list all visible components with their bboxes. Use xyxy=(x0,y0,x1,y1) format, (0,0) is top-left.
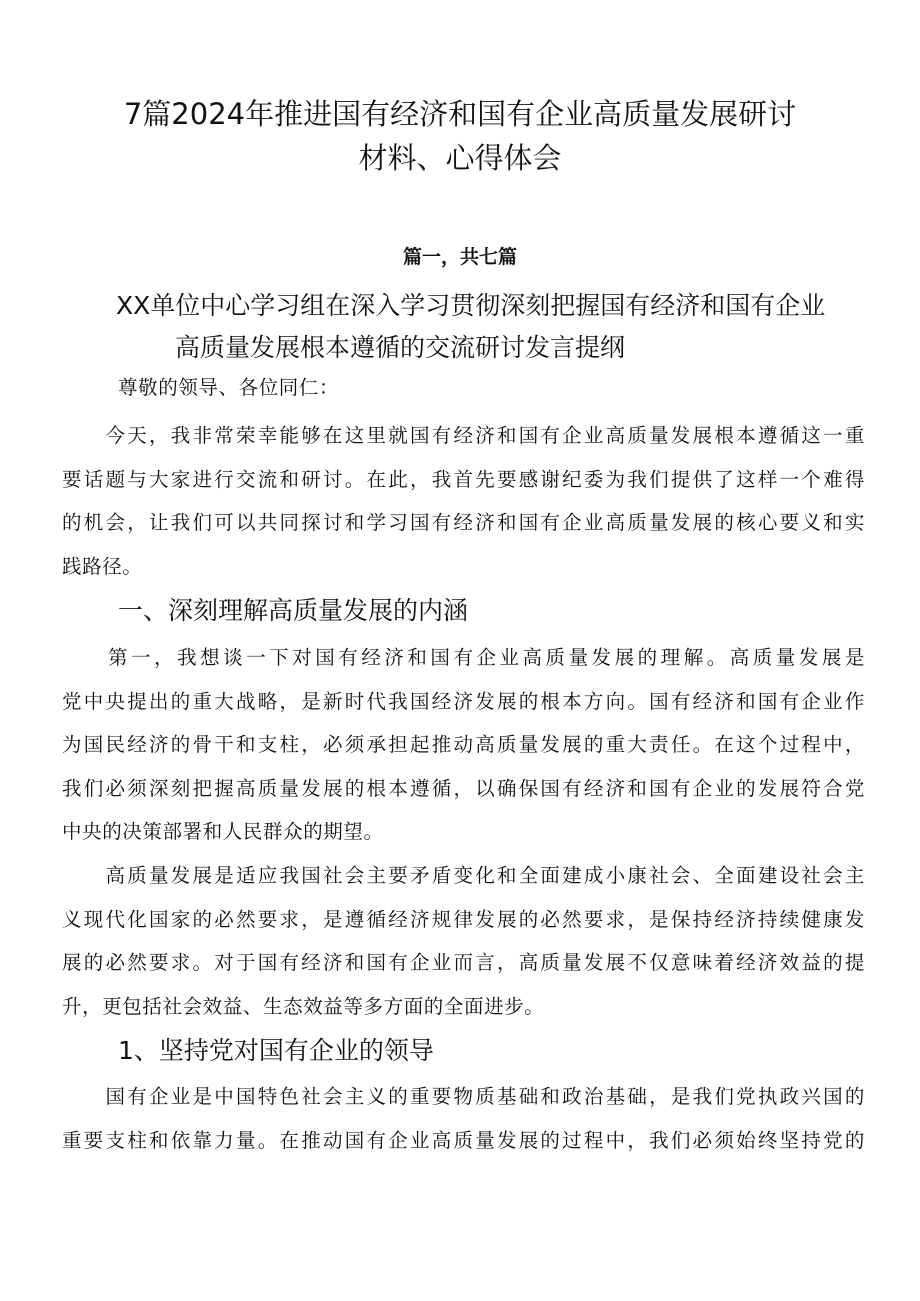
paragraph-line: 的机会，让我们可以共同探讨和学习国有经济和国有企业高质量发展的核心要义和实 xyxy=(62,511,865,534)
paragraph-requirements xyxy=(62,854,865,1028)
paragraph-intro xyxy=(62,414,865,588)
paragraph-line: 高质量发展是适应我国社会主要矛盾变化和全面建成小康社会、全面建设社会主 xyxy=(62,864,865,887)
paragraph-line: 践路径。 xyxy=(62,554,143,578)
paragraph-line: 中央的决策部署和人民群众的期望。 xyxy=(62,820,384,843)
paragraph-line: 升，更包括社会效益、生态效益等多方面的全面进步。 xyxy=(62,994,545,1018)
paragraph-party-leadership xyxy=(62,1075,865,1162)
paragraph-line: 第一，我想谈一下对国有经济和国有企业高质量发展的理解。高质量发展是 xyxy=(62,646,865,669)
paragraph-line: 义现代化国家的必然要求，是遵循经济规律发展的必然要求，是保持经济持续健康发 xyxy=(62,907,865,931)
document-title-line-1: 7篇2024年推进国有经济和国有企业高质量发展研讨 xyxy=(123,97,797,131)
paragraph-line: 为国民经济的骨干和支柱，必须承担起推动高质量发展的重大责任。在这个过程中， xyxy=(62,733,865,756)
section-subtitle-line-2: 高质量发展根本遵循的交流研讨发言提纲 xyxy=(175,333,626,362)
paragraph-understanding xyxy=(62,636,865,854)
greeting: 尊敬的领导、各位同仁： xyxy=(118,376,340,399)
paragraph-line: 党中央提出的重大战略，是新时代我国经济发展的根本方向。国有经济和国有企业作 xyxy=(62,689,865,713)
paragraph-line: 国有企业是中国特色社会主义的重要物质基础和政治基础，是我们党执政兴国的 xyxy=(62,1085,865,1108)
paragraph-line: 要话题与大家进行交流和研讨。在此，我首先要感谢纪委为我们提供了这样一个难得 xyxy=(62,467,865,491)
section-heading-2: 1、坚持党对国有企业的领导 xyxy=(118,1036,434,1065)
section-subtitle-line-1: XX单位中心学习组在深入学习贯彻深刻把握国有经济和国有企业 xyxy=(116,291,826,320)
paragraph-line: 重要支柱和依靠力量。在推动国有企业高质量发展的过程中，我们必须始终坚持党的 xyxy=(62,1128,865,1152)
section-heading-1: 一、深刻理解高质量发展的内涵 xyxy=(118,596,469,625)
paragraph-line: 今天，我非常荣幸能够在这里就国有经济和国有企业高质量发展根本遵循这一重 xyxy=(62,424,865,447)
document-title-line-2: 材料、心得体会 xyxy=(358,141,562,175)
paragraph-line: 展的必然要求。对于国有经济和国有企业而言，高质量发展不仅意味着经济效益的提 xyxy=(62,951,865,974)
paragraph-line: 我们必须深刻把握高质量发展的根本遵循，以确保国有经济和国有企业的发展符合党 xyxy=(62,776,865,800)
part-label: 篇一，共七篇 xyxy=(402,246,517,268)
